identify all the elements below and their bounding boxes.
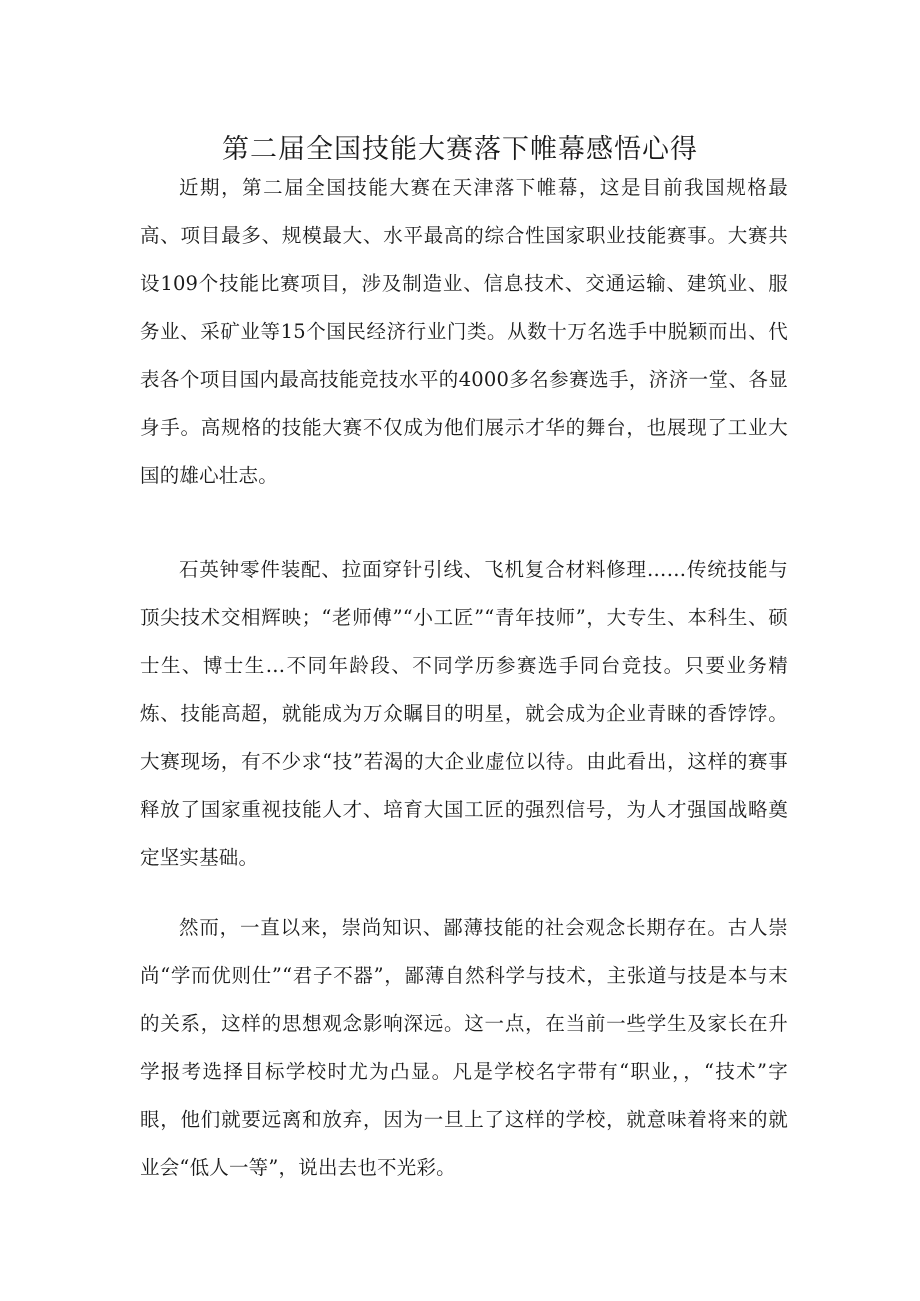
paragraph-3: 然而，一直以来，崇尚知识、鄙薄技能的社会观念长期存在。古人崇尚“学而优则仕”“君子不器”，鄙薄自然科学与技术，主张道与技是本与末的关系，这样的思想观念影响深远。这一点，在当前一些学生及家长在升学报考选择目标学校时尤为凸显。凡是学校名字带有“职业，，“技术”字眼，他们就要远离和放弃，因为一旦上了这样的学校，就意味着将来的就业会“低人一等”，说出去也不光彩。 [140,916,788,1179]
paragraph-1: 近期，第二届全国技能大赛在天津落下帷幕，这是目前我国规格最高、项目最多、规模最大、水平最高的综合性国家职业技能赛事。大赛共设109个技能比赛项目，涉及制造业、信息技术、交通运输、建筑业、服务业、采矿业等15个国民经济行业门类。从数十万名选手中脱颖而出、代表各个项目国内最高技能竞技水平的4000多名参赛选手，济济一堂、各显身手。高规格的技能大赛不仅成为他们展示才华的舞台，也展现了工业大国的雄心壮志。 [140,176,788,487]
paragraph-2: 石英钟零件装配、拉面穿针引线、飞机复合材料修理……传统技能与顶尖技术交相辉映；“老师傅”“小工匠”“青年技师”，大专生、本科生、硕士生、博士生…不同年龄段、不同学历参赛选手同台竞技。只要业务精炼、技能高超，就能成为万众瞩目的明星，就会成为企业青睐的香饽饽。大赛现场，有不少求“技”若渴的大企业虚位以待。由此看出，这样的赛事释放了国家重视技能人才、培育大国工匠的强烈信号，为人才强国战略奠定坚实基础。 [140,558,788,869]
document-title: 第二届全国技能大赛落下帷幕感悟心得 [222,134,698,165]
